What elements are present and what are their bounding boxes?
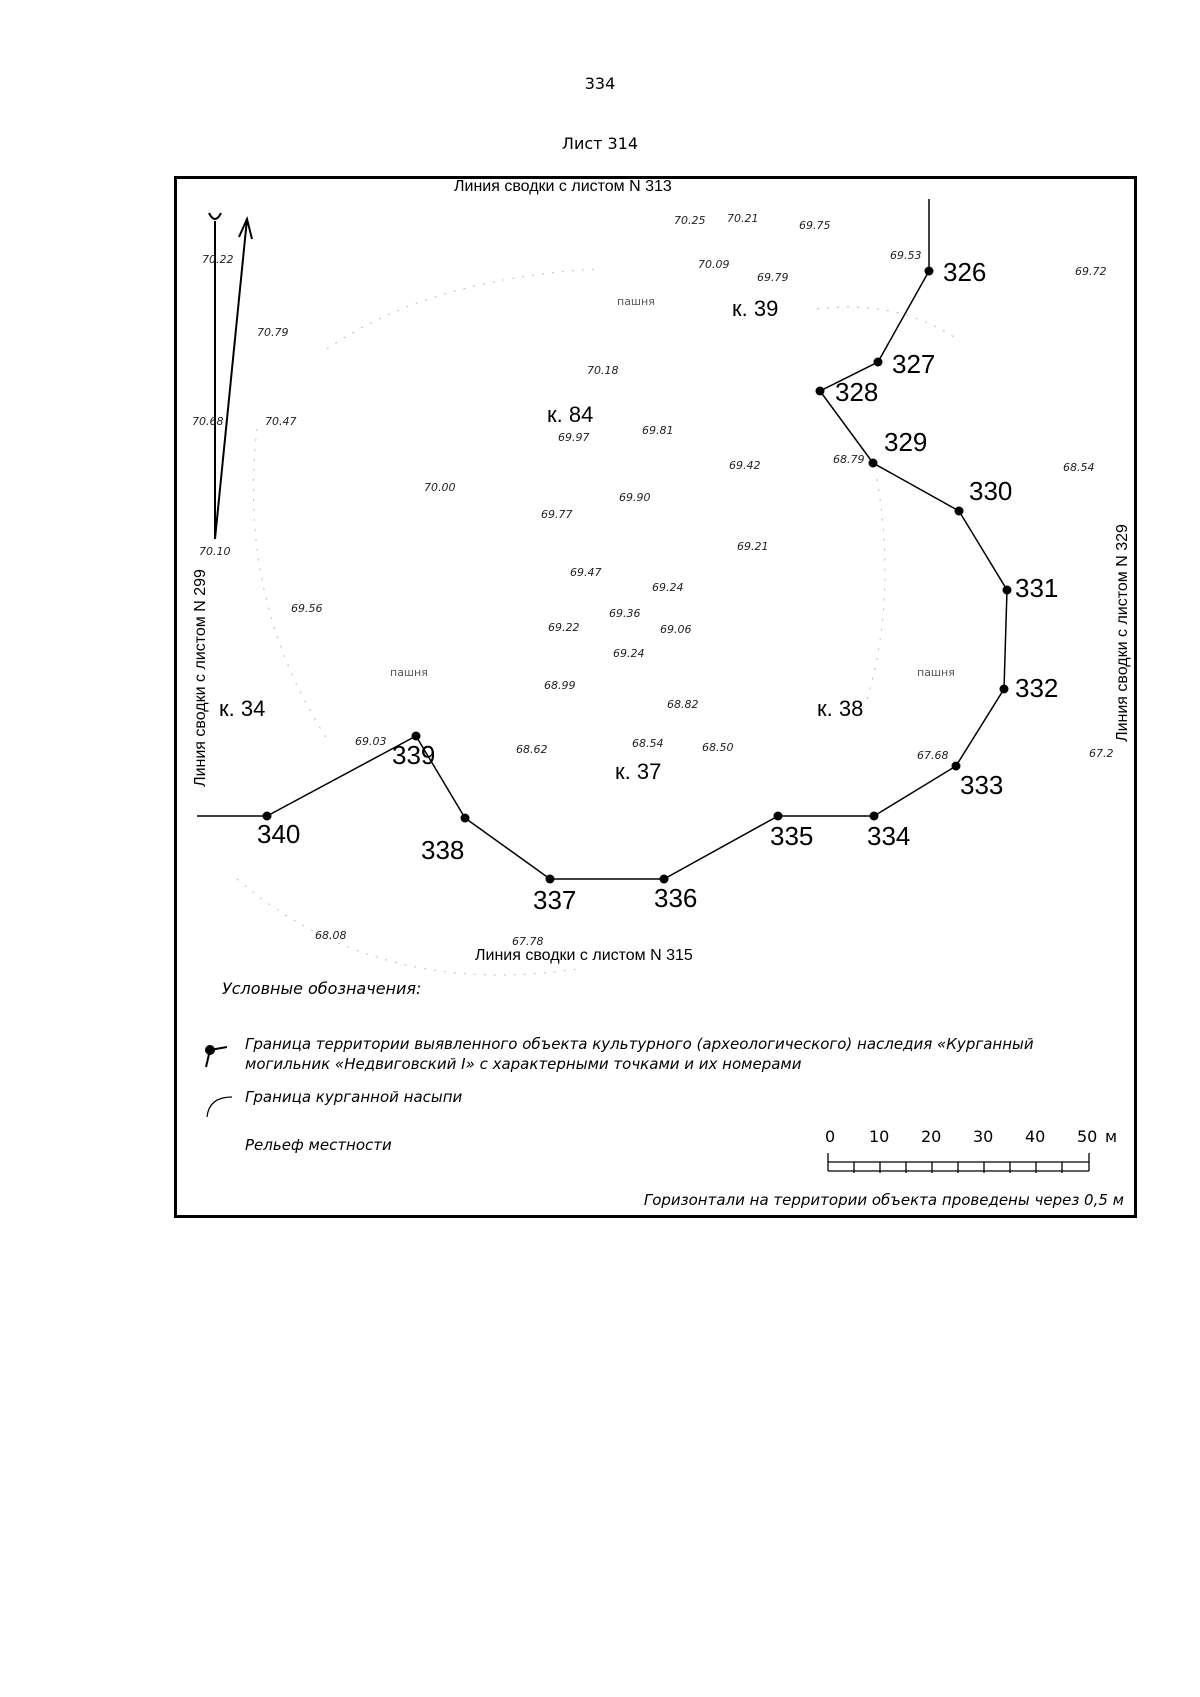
scale-tick-0: 0: [825, 1127, 836, 1146]
scale-tick-40: 40: [1025, 1127, 1046, 1146]
label-336: 336: [654, 883, 698, 913]
svg-text:67.68: 67.68: [917, 749, 949, 762]
svg-text:69.03: 69.03: [355, 735, 387, 748]
svg-text:69.75: 69.75: [799, 219, 831, 232]
svg-text:68.08: 68.08: [315, 929, 347, 942]
page-number: 334: [584, 74, 616, 93]
land-use-1: пашня: [617, 295, 655, 308]
edge-label-top: Линия сводки с листом N 313: [454, 178, 672, 195]
svg-text:68.50: 68.50: [702, 741, 734, 754]
svg-text:69.36: 69.36: [609, 607, 641, 620]
svg-text:69.42: 69.42: [729, 459, 761, 472]
svg-text:70.25: 70.25: [674, 214, 706, 227]
edge-label-right: Линия сводки с листом N 329: [1114, 524, 1131, 742]
scale-bar: [828, 1153, 1089, 1173]
point-331: [1003, 586, 1012, 595]
point-338: [461, 814, 470, 823]
svg-text:70.22: 70.22: [202, 253, 234, 266]
scale-tick-10: 10: [869, 1127, 890, 1146]
label-335: 335: [770, 821, 814, 851]
scale-unit: м: [1105, 1127, 1118, 1146]
svg-text:67.2: 67.2: [1089, 747, 1114, 760]
svg-text:70.09: 70.09: [698, 258, 730, 271]
svg-text:69.97: 69.97: [558, 431, 590, 444]
legend-mound-icon: [207, 1097, 232, 1117]
svg-text:70.10: 70.10: [199, 545, 231, 558]
edge-label-bottom: Линия сводки с листом N 315: [475, 947, 693, 964]
label-340: 340: [257, 819, 301, 849]
svg-text:69.79: 69.79: [757, 271, 789, 284]
label-326: 326: [943, 257, 987, 287]
label-328: 328: [835, 377, 879, 407]
scale-tick-30: 30: [973, 1127, 994, 1146]
edge-label-left: Линия сводки с листом N 299: [192, 569, 209, 787]
boundary-line: [197, 199, 1007, 879]
svg-text:68.54: 68.54: [1063, 461, 1095, 474]
sheet-title: Лист 314: [561, 134, 639, 153]
point-335: [774, 812, 783, 821]
svg-text:69.56: 69.56: [291, 602, 323, 615]
svg-text:69.21: 69.21: [737, 540, 769, 553]
label-338: 338: [421, 835, 465, 865]
land-use-labels: [390, 295, 955, 679]
legend-mound-text: Граница курганной насыпи: [245, 1088, 463, 1106]
svg-text:69.47: 69.47: [570, 566, 602, 579]
map-frame: [174, 176, 1137, 1218]
svg-text:70.00: 70.00: [424, 481, 456, 494]
label-332: 332: [1015, 673, 1059, 703]
svg-text:70.21: 70.21: [727, 212, 759, 225]
legend-relief-text: Рельеф местности: [245, 1136, 392, 1154]
legend-title: Условные обозначения:: [222, 979, 422, 998]
svg-text:69.81: 69.81: [642, 424, 674, 437]
point-334: [870, 812, 879, 821]
point-332: [1000, 685, 1009, 694]
point-329: [869, 459, 878, 468]
point-337: [546, 875, 555, 884]
svg-text:69.24: 69.24: [652, 581, 684, 594]
legend-boundary-text: Граница территории выявленного объекта культурного (археологического) наследия «Курганный могильник «Недвиговский I» с характерными точками и их номерами: [245, 1035, 1034, 1073]
label-330: 330: [969, 476, 1013, 506]
svg-text:70.47: 70.47: [265, 415, 297, 428]
svg-text:68.62: 68.62: [516, 743, 548, 756]
elevation-marks: [192, 212, 1114, 948]
svg-text:69.53: 69.53: [890, 249, 922, 262]
svg-text:68.99: 68.99: [544, 679, 576, 692]
land-use-3: пашня: [917, 666, 955, 679]
svg-text:68.82: 68.82: [667, 698, 699, 711]
point-328: [816, 387, 825, 396]
svg-text:69.06: 69.06: [660, 623, 692, 636]
point-327: [874, 358, 883, 367]
svg-text:68.54: 68.54: [632, 737, 664, 750]
quarter-84: к. 84: [547, 402, 594, 427]
svg-text:67.78: 67.78: [512, 935, 544, 948]
svg-text:69.77: 69.77: [541, 508, 573, 521]
label-334: 334: [867, 821, 911, 851]
svg-text:68.79: 68.79: [833, 453, 865, 466]
svg-text:70.79: 70.79: [257, 326, 289, 339]
legend-boundary-icon: [206, 1046, 227, 1067]
label-331: 331: [1015, 573, 1059, 603]
label-337: 337: [533, 885, 577, 915]
quarter-34: к. 34: [219, 696, 266, 721]
quarter-37: к. 37: [615, 759, 662, 784]
scale-tick-20: 20: [921, 1127, 942, 1146]
scale-tick-50: 50: [1077, 1127, 1098, 1146]
quarter-38: к. 38: [817, 696, 864, 721]
svg-text:70.68: 70.68: [192, 415, 224, 428]
svg-text:69.22: 69.22: [548, 621, 580, 634]
svg-text:70.18: 70.18: [587, 364, 619, 377]
svg-text:69.90: 69.90: [619, 491, 651, 504]
svg-text:69.24: 69.24: [613, 647, 645, 660]
point-330: [955, 507, 964, 516]
svg-text:69.72: 69.72: [1075, 265, 1107, 278]
point-326: [925, 267, 934, 276]
land-use-2: пашня: [390, 666, 428, 679]
quarter-39: к. 39: [732, 296, 779, 321]
label-329: 329: [884, 427, 928, 457]
label-327: 327: [892, 349, 936, 379]
label-333: 333: [960, 770, 1004, 800]
legend-contours-text: Горизонтали на территории объекта проведены через 0,5 м: [643, 1191, 1124, 1209]
label-339: 339: [392, 740, 436, 770]
